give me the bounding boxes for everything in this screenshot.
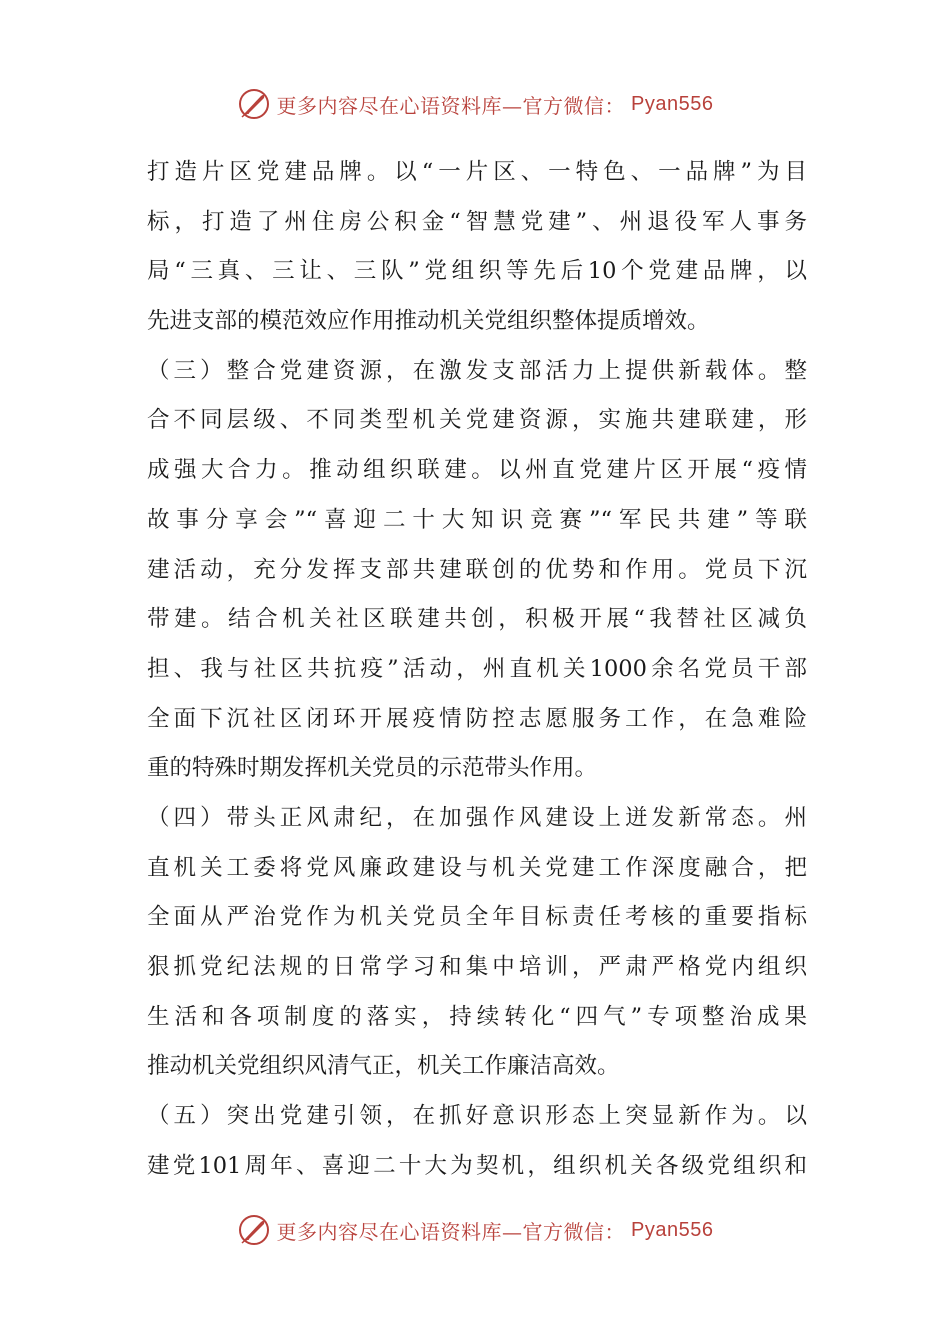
- body-line: 狠抓党纪法规的日常学习和集中培训，严肃严格党内组织: [147, 954, 807, 980]
- section-heading-line: （四）带头正风肃纪，在加强作风建设上迸发新常态。州: [147, 804, 807, 831]
- quill-logo-icon: [237, 1213, 271, 1247]
- body-line: 成强大合力。推动组织联建。以州直党建片区开展“疫情: [147, 457, 807, 484]
- body-line: 担、我与社区共抗疫”活动，州直机关1000余名党员干部: [147, 655, 807, 682]
- header-watermark: [0, 84, 950, 124]
- body-line: 生活和各项制度的落实，持续转化“四气”专项整治成果: [147, 1003, 807, 1030]
- quill-logo-icon: [237, 87, 271, 121]
- section-heading-line: （三）整合党建资源，在激发支部活力上提供新载体。整: [147, 357, 807, 384]
- body-line: 带建。结合机关社区联建共创，积极开展“我替社区减负: [147, 606, 807, 633]
- body-line: 建活动，充分发挥支部共建联创的优势和作用。党员下沉: [147, 556, 807, 583]
- body-line: 合不同层级、不同类型机关党建资源，实施共建联建，形: [147, 407, 807, 434]
- footer-watermark: [0, 1210, 950, 1250]
- body-line: 标，打造了州住房公积金“智慧党建”、州退役军人事务: [147, 208, 807, 235]
- body-line: 全面下沉社区闭环开展疫情防控志愿服务工作，在急难险: [147, 705, 807, 732]
- body-line: 局“三真、三让、三队”党组织等先后10个党建品牌，以: [147, 258, 807, 285]
- body-line: 故事分享会”“喜迎二十大知识竞赛”“军民共建”等联: [147, 506, 807, 533]
- watermark-wechat-id: Pyan556: [631, 1218, 714, 1241]
- body-line: 全面从严治党作为机关党员全年目标责任考核的重要指标: [147, 904, 807, 931]
- watermark-text: 更多内容尽在心语资料库—官方微信：: [276, 93, 626, 118]
- body-line: 先进支部的模范效应作用推动机关党组织整体提质增效。: [147, 308, 710, 335]
- body-line: 打造片区党建品牌。以“一片区、一特色、一品牌”为目: [147, 159, 807, 185]
- watermark-wechat-id: Pyan556: [631, 92, 714, 115]
- body-line: 建党101周年、喜迎二十大为契机，组织机关各级党组织和: [147, 1152, 807, 1179]
- document-body: [147, 148, 807, 1191]
- body-line: 推动机关党组织风清气正，机关工作廉洁高效。: [147, 1053, 620, 1080]
- body-line: 直机关工委将党风廉政建设与机关党建工作深度融合，把: [147, 854, 807, 881]
- section-heading-line: （五）突出党建引领，在抓好意识形态上突显新作为。以: [147, 1103, 807, 1130]
- body-line: 重的特殊时期发挥机关党员的示范带头作用。: [147, 755, 598, 782]
- watermark-text: 更多内容尽在心语资料库—官方微信：: [276, 1219, 626, 1244]
